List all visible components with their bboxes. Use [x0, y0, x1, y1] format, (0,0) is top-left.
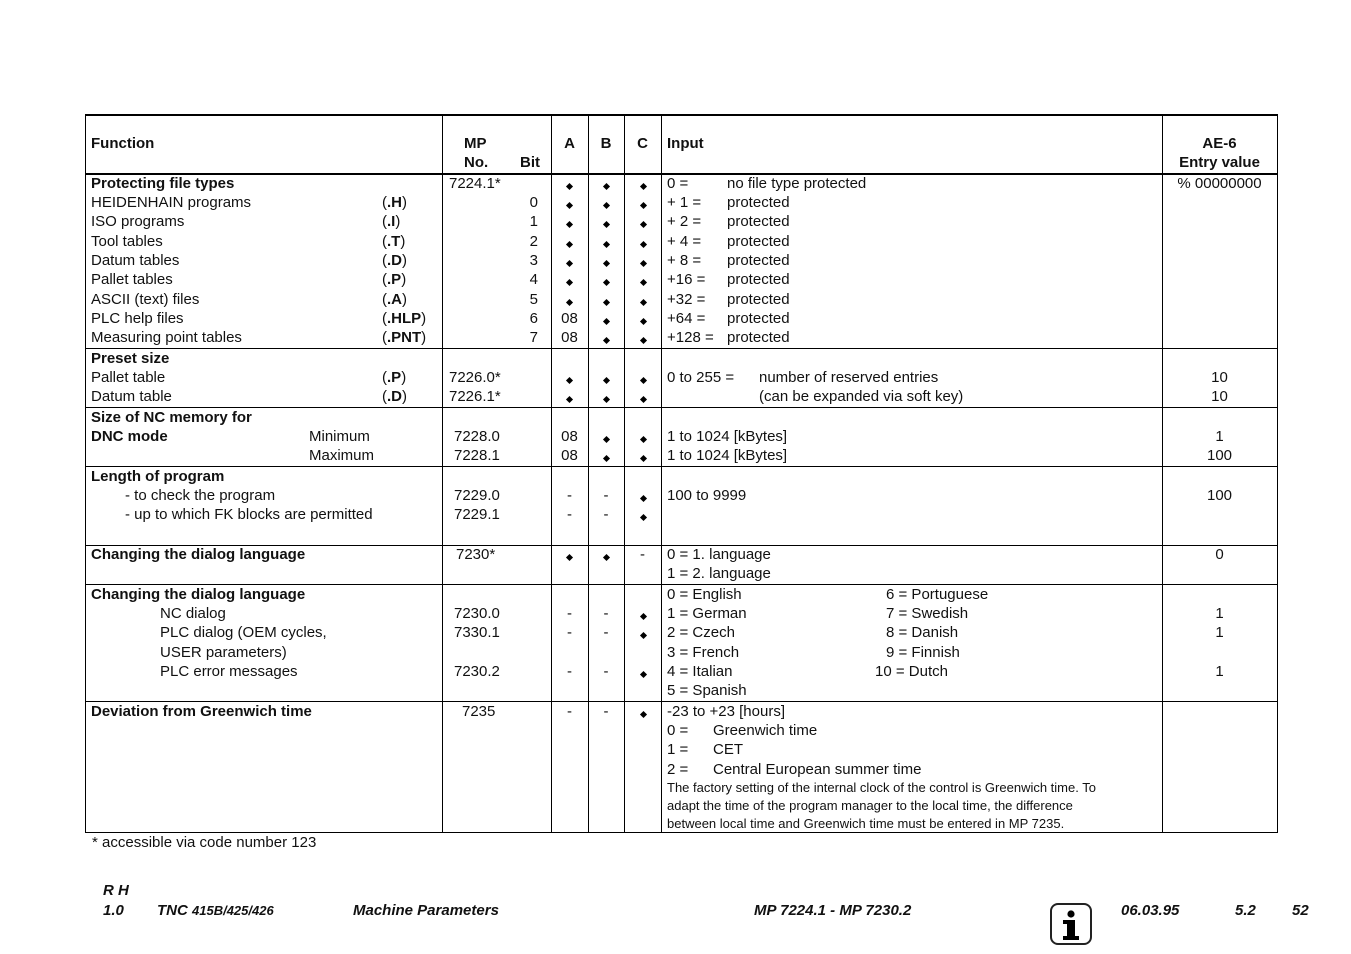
- bullet-icon: [640, 495, 647, 502]
- bullet-icon: [603, 436, 610, 443]
- bullet-icon: [603, 260, 610, 267]
- input-desc: protected: [727, 310, 790, 327]
- bullet-icon: [566, 202, 573, 209]
- row-divider: [85, 407, 1278, 408]
- bullet-icon: [640, 396, 647, 403]
- function-label: USER parameters): [160, 644, 287, 661]
- section-title: Protecting file types: [91, 175, 235, 192]
- a-value: -: [567, 703, 572, 720]
- language-option: 6 = Portuguese: [886, 586, 989, 603]
- bullet-icon: [640, 221, 647, 228]
- entry-value: 100: [1206, 447, 1233, 464]
- bullet-icon: [640, 318, 647, 325]
- section-title: Preset size: [91, 350, 170, 367]
- col-line: [1277, 114, 1278, 833]
- entry-value: % 00000000: [1177, 175, 1262, 192]
- function-label: Maximum: [309, 447, 375, 464]
- note-text: between local time and Greenwich time must be entered in MP 7235.: [667, 816, 1065, 831]
- section-title: Size of NC memory for: [91, 409, 252, 426]
- bullet-icon: [566, 241, 573, 248]
- input-desc: (can be expanded via soft key): [759, 388, 964, 405]
- header-b: B: [600, 135, 612, 152]
- language-option: 2 = Czech: [667, 624, 735, 641]
- function-label: NC dialog: [160, 605, 226, 622]
- mp-number: 7230.0: [454, 605, 500, 622]
- function-label: HEIDENHAIN programs: [91, 194, 252, 211]
- input-desc: protected: [727, 291, 790, 308]
- bullet-icon: [640, 671, 647, 678]
- section-title: Changing the dialog language: [91, 546, 306, 563]
- entry-value: 1: [1215, 663, 1224, 680]
- bullet-icon: [603, 396, 610, 403]
- b-value: -: [603, 487, 609, 504]
- language-option: 3 = French: [667, 644, 740, 661]
- bullet-icon: [566, 260, 573, 267]
- bullet-icon: [640, 337, 647, 344]
- input-desc: protected: [727, 233, 790, 250]
- ext-label: (.HLP): [382, 310, 427, 327]
- bullet-icon: [566, 377, 573, 384]
- bit-number: 5: [529, 291, 538, 308]
- col-line: [85, 114, 86, 833]
- bullet-icon: [640, 241, 647, 248]
- input-value: + 4 =: [667, 233, 702, 250]
- c-value: -: [640, 546, 645, 563]
- footer-version: 1.0: [103, 902, 124, 919]
- input-desc: no file type protected: [727, 175, 867, 192]
- b-value: -: [603, 703, 609, 720]
- input-desc: protected: [727, 213, 790, 230]
- mp-number: 7226.1*: [449, 388, 501, 405]
- a-value: -: [567, 506, 572, 523]
- entry-value: 10: [1211, 369, 1228, 386]
- a-value: -: [567, 663, 572, 680]
- info-icon: [1050, 903, 1092, 945]
- input-value: + 1 =: [667, 194, 702, 211]
- function-label: ASCII (text) files: [91, 291, 200, 308]
- row-divider: [85, 348, 1278, 349]
- header-c: C: [637, 135, 648, 152]
- bullet-icon: [603, 241, 610, 248]
- bullet-icon: [603, 202, 610, 209]
- header-a: A: [564, 135, 575, 152]
- bullet-icon: [603, 299, 610, 306]
- entry-value: 1: [1215, 605, 1224, 622]
- language-option: 4 = Italian: [667, 663, 733, 680]
- header-entry-value: Entry value: [1179, 154, 1260, 171]
- footnote: * accessible via code number 123: [92, 834, 317, 851]
- bullet-icon: [603, 221, 610, 228]
- input-value: -23 to +23 [hours]: [667, 703, 785, 720]
- header-mp: MP: [464, 135, 487, 152]
- ext-label: (.D): [382, 388, 407, 405]
- input-value: 1 = 2. language: [667, 565, 771, 582]
- entry-value: 1: [1215, 624, 1224, 641]
- row-divider: [85, 584, 1278, 585]
- bit-number: 7: [529, 329, 538, 346]
- col-line: [624, 114, 625, 833]
- table-border-top: [85, 114, 1278, 116]
- entry-value: 10: [1211, 388, 1228, 405]
- note-text: The factory setting of the internal clock of the control is Greenwich time. To: [667, 780, 1096, 795]
- ext-label: (.T): [382, 233, 406, 250]
- bullet-icon: [640, 455, 647, 462]
- language-option: 5 = Spanish: [667, 682, 747, 699]
- bullet-icon: [603, 318, 610, 325]
- ext-label: (.P): [382, 271, 407, 288]
- language-option: 7 = Swedish: [886, 605, 969, 622]
- bullet-icon: [603, 337, 610, 344]
- header-bit: Bit: [520, 154, 540, 171]
- input-value: 0 =: [667, 175, 689, 192]
- a-value: 08: [561, 329, 578, 346]
- entry-value: 100: [1206, 487, 1233, 504]
- function-label: Pallet tables: [91, 271, 173, 288]
- section-title: Deviation from Greenwich time: [91, 703, 312, 720]
- mp-number: 7230.2: [454, 663, 500, 680]
- header-no: No.: [464, 154, 489, 171]
- input-value: 100 to 9999: [667, 487, 747, 504]
- b-value: -: [603, 663, 609, 680]
- input-value: + 8 =: [667, 252, 702, 269]
- bullet-icon: [640, 711, 647, 718]
- input-value: 1 to 1024 [kBytes]: [667, 428, 788, 445]
- language-option: 9 = Finnish: [886, 644, 960, 661]
- footer-rh: R H: [103, 882, 129, 899]
- col-line: [661, 114, 662, 833]
- bullet-icon: [603, 183, 610, 190]
- section-title: Length of program: [91, 468, 225, 485]
- row-divider: [85, 466, 1278, 467]
- input-desc: protected: [727, 194, 790, 211]
- a-value: 08: [561, 428, 578, 445]
- bullet-icon: [640, 279, 647, 286]
- col-line: [1162, 114, 1163, 833]
- note-text: adapt the time of the program manager to the local time, the difference: [667, 798, 1073, 813]
- section-title: DNC mode: [91, 428, 168, 445]
- ext-label: (.A): [382, 291, 407, 308]
- function-label: PLC error messages: [160, 663, 298, 680]
- entry-value: 1: [1215, 428, 1224, 445]
- bullet-icon: [566, 299, 573, 306]
- input-value: 1 to 1024 [kBytes]: [667, 447, 788, 464]
- bullet-icon: [640, 632, 647, 639]
- mp-number: 7330.1: [454, 624, 500, 641]
- bullet-icon: [566, 554, 573, 561]
- bit-number: 1: [529, 213, 538, 230]
- header-ae6: AE-6: [1202, 135, 1237, 152]
- bit-number: 2: [529, 233, 538, 250]
- bullet-icon: [603, 554, 610, 561]
- function-label: - up to which FK blocks are permitted: [125, 506, 373, 523]
- language-option: 8 = Danish: [886, 624, 959, 641]
- input-value: +16 =: [667, 271, 706, 288]
- bullet-icon: [603, 377, 610, 384]
- bit-number: 0: [529, 194, 538, 211]
- bullet-icon: [566, 279, 573, 286]
- footer-date: 06.03.95: [1121, 902, 1180, 919]
- mp-number: 7230*: [456, 546, 496, 563]
- a-value: 08: [561, 447, 578, 464]
- bullet-icon: [566, 221, 573, 228]
- input-desc: protected: [727, 329, 790, 346]
- ext-label: (.H): [382, 194, 407, 211]
- bullet-icon: [603, 455, 610, 462]
- bullet-icon: [566, 396, 573, 403]
- bullet-icon: [640, 377, 647, 384]
- a-value: -: [567, 487, 572, 504]
- language-option: 0 = English: [667, 586, 742, 603]
- b-value: -: [603, 506, 609, 523]
- ext-label: (.PNT): [382, 329, 427, 346]
- mp-number: 7235: [462, 703, 496, 720]
- col-line: [442, 114, 443, 833]
- bullet-icon: [640, 260, 647, 267]
- input-value: +32 =: [667, 291, 706, 308]
- input-value: 1 =: [667, 741, 689, 758]
- function-label: Measuring point tables: [91, 329, 242, 346]
- col-line: [551, 114, 552, 833]
- section-title: Changing the dialog language: [91, 586, 306, 603]
- footer-product: TNC 415B/425/426: [157, 902, 274, 919]
- input-desc: Central European summer time: [713, 761, 922, 778]
- mp-number: 7228.0: [454, 428, 500, 445]
- input-desc: protected: [727, 252, 790, 269]
- input-value: 0 to 255 =: [667, 369, 735, 386]
- bullet-icon: [640, 202, 647, 209]
- input-desc: CET: [713, 741, 743, 758]
- ext-label: (.D): [382, 252, 407, 269]
- b-value: -: [603, 605, 609, 622]
- function-label: Tool tables: [91, 233, 163, 250]
- input-value: +64 =: [667, 310, 706, 327]
- header-input: Input: [667, 135, 704, 152]
- ext-label: (.I): [382, 213, 401, 230]
- language-option: 10 = Dutch: [875, 663, 948, 680]
- function-label: Datum table: [91, 388, 172, 405]
- bit-number: 4: [529, 271, 538, 288]
- bit-number: 6: [529, 310, 538, 327]
- input-value: + 2 =: [667, 213, 702, 230]
- header-function: Function: [91, 135, 155, 152]
- entry-value: 0: [1215, 546, 1224, 563]
- function-label: Datum tables: [91, 252, 180, 269]
- footer-mp-range: MP 7224.1 - MP 7230.2: [754, 902, 912, 919]
- input-value: 0 =: [667, 722, 689, 739]
- a-value: -: [567, 605, 572, 622]
- input-desc: number of reserved entries: [759, 369, 939, 386]
- row-divider: [85, 701, 1278, 702]
- mp-number: 7224.1*: [449, 175, 501, 192]
- bullet-icon: [640, 299, 647, 306]
- mp-number: 7229.1: [454, 506, 500, 523]
- mp-number: 7228.1: [454, 447, 500, 464]
- bullet-icon: [566, 183, 573, 190]
- input-value: 0 = 1. language: [667, 546, 771, 563]
- function-label: Pallet table: [91, 369, 166, 386]
- function-label: ISO programs: [91, 213, 185, 230]
- bit-number: 3: [529, 252, 538, 269]
- input-desc: protected: [727, 271, 790, 288]
- bullet-icon: [640, 436, 647, 443]
- bullet-icon: [640, 183, 647, 190]
- mp-number: 7226.0*: [449, 369, 501, 386]
- bullet-icon: [603, 279, 610, 286]
- bullet-icon: [640, 613, 647, 620]
- ext-label: (.P): [382, 369, 407, 386]
- input-value: 2 =: [667, 761, 689, 778]
- input-desc: Greenwich time: [713, 722, 818, 739]
- mp-number: 7229.0: [454, 487, 500, 504]
- footer-page: 52: [1292, 902, 1309, 919]
- a-value: -: [567, 624, 572, 641]
- a-value: 08: [561, 310, 578, 327]
- function-label: - to check the program: [125, 487, 276, 504]
- function-label: PLC dialog (OEM cycles,: [160, 624, 327, 641]
- bullet-icon: [640, 514, 647, 521]
- function-label: PLC help files: [91, 310, 184, 327]
- col-line: [588, 114, 589, 833]
- language-option: 1 = German: [667, 605, 747, 622]
- b-value: -: [603, 624, 609, 641]
- footer-chapter: 5.2: [1235, 902, 1256, 919]
- function-label: Minimum: [309, 428, 370, 445]
- footer-section: Machine Parameters: [353, 902, 499, 919]
- input-value: +128 =: [667, 329, 714, 346]
